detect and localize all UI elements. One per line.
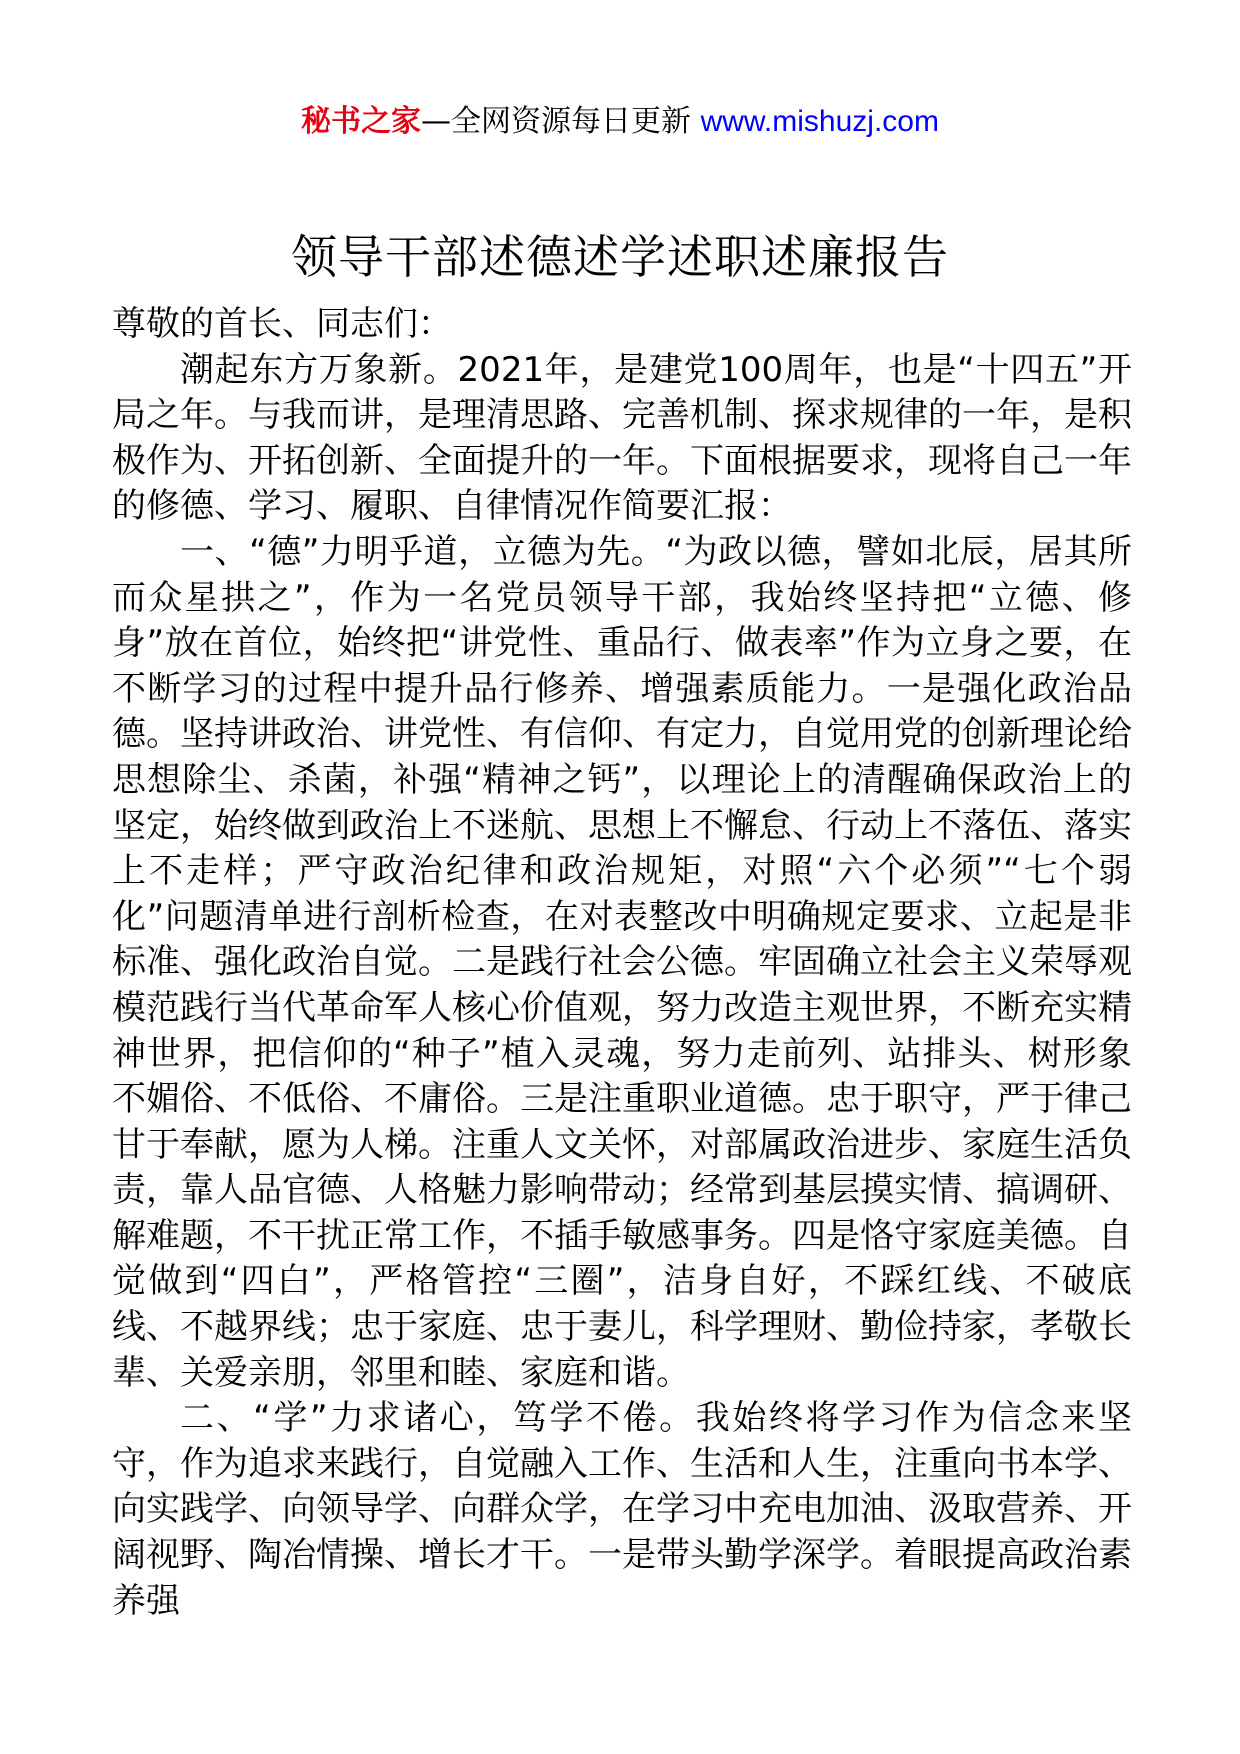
paragraph-intro: 潮起东方万象新。2021年，是建党100周年，也是“十四五”开局之年。与我而讲，是理清思路、完善机制、探求规律的一年，是积极作为、开拓创新、全面提升的一年。下面根据要求，现将自己一年的修德、学习、履职、自律情况作简要汇报： (112, 349, 1132, 527)
paragraph-section-virtue: 一、“德”力明乎道，立德为先。“为政以德，譬如北辰，居其所而众星拱之”，作为一名党员领导干部，我始终坚持把“立德、修身”放在首位，始终把“讲党性、重品行、做表率”作为立身之要，在不断学习的过程中提升品行修养、增强素质能力。一是强化政治品德。坚持讲政治、讲党性、有信仰、有定力，自觉用党的创新理论给思想除尘、杀菌，补强“精神之钙”，以理论上的清醒确保政治上的坚定，始终做到政治上不迷航、思想上不懈怠、行动上不落伍、落实上不走样；严守政治纪律和政治规矩，对照“六个必须”“七个弱化”问题清单进行剖析检查，在对表整改中明确规定要求、立起是非标准、强化政治自觉。二是践行社会公德。牢固确立社会主义荣辱观模范践行当代革命军人核心价值观，努力改造主观世界，不断充实精神世界，把信仰的“种子”植入灵魂，努力走前列、站排头、树形象不媚俗、不低俗、不庸俗。三是注重职业道德。忠于职守，严于律己甘于奉献，愿为人梯。注重人文关怀，对部属政治进步、家庭生活负责，靠人品官德、人格魅力影响带动；经常到基层摸实情、搞调研、解难题，不干扰正常工作，不插手敏感事务。四是恪守家庭美德。自觉做到“四白”，严格管控“三圈”，洁身自好，不踩红线、不破底线、不越界线；忠于家庭、忠于妻儿，科学理财、勤俭持家，孝敬长辈、关爱亲朋，邻里和睦、家庭和谐。 (112, 531, 1132, 1393)
site-name: 秘书之家 (301, 104, 422, 139)
document-title: 领导干部述德述学述职述廉报告 (291, 230, 949, 284)
site-slogan: —全网资源每日更新 (421, 104, 701, 139)
salutation: 尊敬的首长、同志们： (112, 304, 452, 344)
site-header (0, 100, 1240, 144)
document-body (112, 302, 1132, 1624)
paragraph-section-study: 二、“学”力求诸心，笃学不倦。我始终将学习作为信念来坚守，作为追求来践行，自觉融入工作、生活和人生，注重向书本学、向实践学、向领导学、向群众学，在学习中充电加油、汲取营养、开阔视野、陶冶情操、增长才干。一是带头勤学深学。着眼提高政治素养强 (112, 1398, 1132, 1621)
site-url-link[interactable]: www.mishuzj.com (700, 105, 939, 138)
